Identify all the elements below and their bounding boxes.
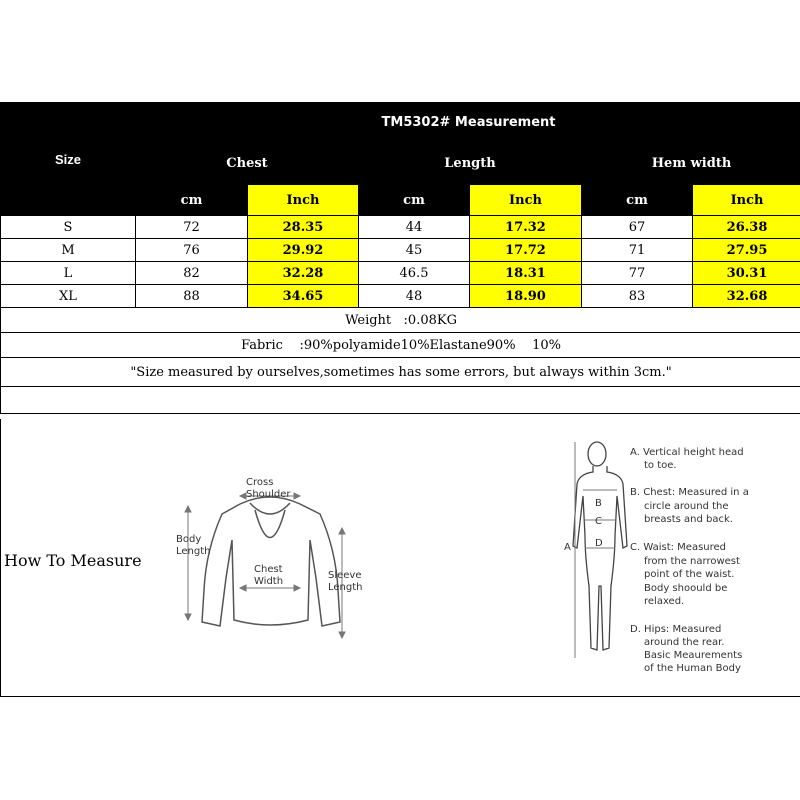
unit-header: cm (359, 185, 470, 216)
blank-row (1, 387, 800, 414)
length-cm-cell: 45 (359, 239, 470, 262)
table-row (1, 239, 800, 262)
legend-line: circle around the (644, 501, 729, 512)
chest-cm-cell: 82 (136, 262, 248, 285)
shirt-outline-icon (202, 497, 340, 626)
letter-b: B (595, 498, 602, 509)
size-cell: L (1, 262, 136, 285)
legend-line: to toe. (644, 460, 677, 471)
how-to-measure-label: How To Measure (4, 551, 142, 570)
label-chest-width: Width (254, 576, 284, 587)
letter-c: C (595, 516, 602, 527)
hem-cm-cell: 77 (582, 262, 693, 285)
length-cm-cell: 48 (359, 285, 470, 308)
label-sleeve-length: Sleeve (328, 570, 362, 581)
legend-line: A. Vertical height head (630, 447, 744, 458)
chest-inch-cell: 29.92 (248, 239, 359, 262)
hem-cm-cell: 83 (582, 285, 693, 308)
chest-cm-cell: 76 (136, 239, 248, 262)
chest-cm-cell: 72 (136, 216, 248, 239)
chest-header: Chest (136, 142, 359, 185)
size-chart-table (0, 102, 800, 414)
size-cell: M (1, 239, 136, 262)
hem-width-header: Hem width (582, 142, 800, 185)
legend-line: relaxed. (644, 596, 685, 607)
label-cross-shoulder: Shoulder (246, 489, 291, 500)
length-inch-cell: 17.32 (470, 216, 582, 239)
fabric-row: Fabric :90%polyamide10%Elastane90% 10% (1, 333, 800, 358)
length-inch-cell: 18.90 (470, 285, 582, 308)
unit-header: cm (136, 185, 248, 216)
legend-line: Basic Meaurements (644, 650, 743, 661)
length-header: Length (359, 142, 582, 185)
hem-cm-cell: 67 (582, 216, 693, 239)
size-cell: XL (1, 285, 136, 308)
table-row (1, 285, 800, 308)
legend-line: from the narrowest (644, 556, 740, 567)
legend-line: B. Chest: Measured in a (630, 487, 749, 498)
label-chest-width: Chest (254, 564, 283, 575)
table-row (1, 262, 800, 285)
size-note: "Size measured by ourselves,sometimes has some errors, but always within 3cm." (1, 358, 800, 387)
legend-line: point of the waist. (644, 569, 735, 580)
table-title: TM5302# Measurement (136, 103, 800, 142)
label-sleeve-length: Length (328, 582, 363, 593)
length-inch-cell: 18.31 (470, 262, 582, 285)
legend-line: Body shoould be (644, 583, 728, 594)
weight-row: Weight :0.08KG (1, 308, 800, 333)
hem-cm-cell: 71 (582, 239, 693, 262)
letter-d: D (595, 538, 603, 549)
unit-header: Inch (470, 185, 582, 216)
label-body-length: Length (176, 546, 211, 557)
length-cm-cell: 46.5 (359, 262, 470, 285)
size-cell: S (1, 216, 136, 239)
chest-inch-cell: 32.28 (248, 262, 359, 285)
legend-line: around the rear. (644, 637, 725, 648)
unit-header: cm (582, 185, 693, 216)
label-body-length: Body (176, 534, 202, 545)
hem-inch-cell: 27.95 (693, 239, 800, 262)
size-header: Size (1, 103, 136, 216)
shirt-diagram (170, 470, 380, 645)
unit-header: Inch (248, 185, 359, 216)
chest-cm-cell: 88 (136, 285, 248, 308)
chest-inch-cell: 34.65 (248, 285, 359, 308)
label-cross-shoulder: Cross (246, 477, 274, 488)
length-cm-cell: 44 (359, 216, 470, 239)
hem-inch-cell: 30.31 (693, 262, 800, 285)
hem-inch-cell: 26.38 (693, 216, 800, 239)
table-row (1, 216, 800, 239)
length-inch-cell: 17.72 (470, 239, 582, 262)
letter-a: A (564, 542, 571, 553)
chest-inch-cell: 28.35 (248, 216, 359, 239)
legend-line: C. Waist: Measured (630, 542, 727, 553)
body-figure-icon (588, 442, 606, 466)
unit-header: Inch (693, 185, 800, 216)
body-diagram (555, 436, 755, 681)
legend-line: D. Hips: Measured (630, 624, 722, 635)
legend-line: breasts and back. (644, 514, 733, 525)
legend-line: of the Human Body (644, 663, 741, 674)
hem-inch-cell: 32.68 (693, 285, 800, 308)
